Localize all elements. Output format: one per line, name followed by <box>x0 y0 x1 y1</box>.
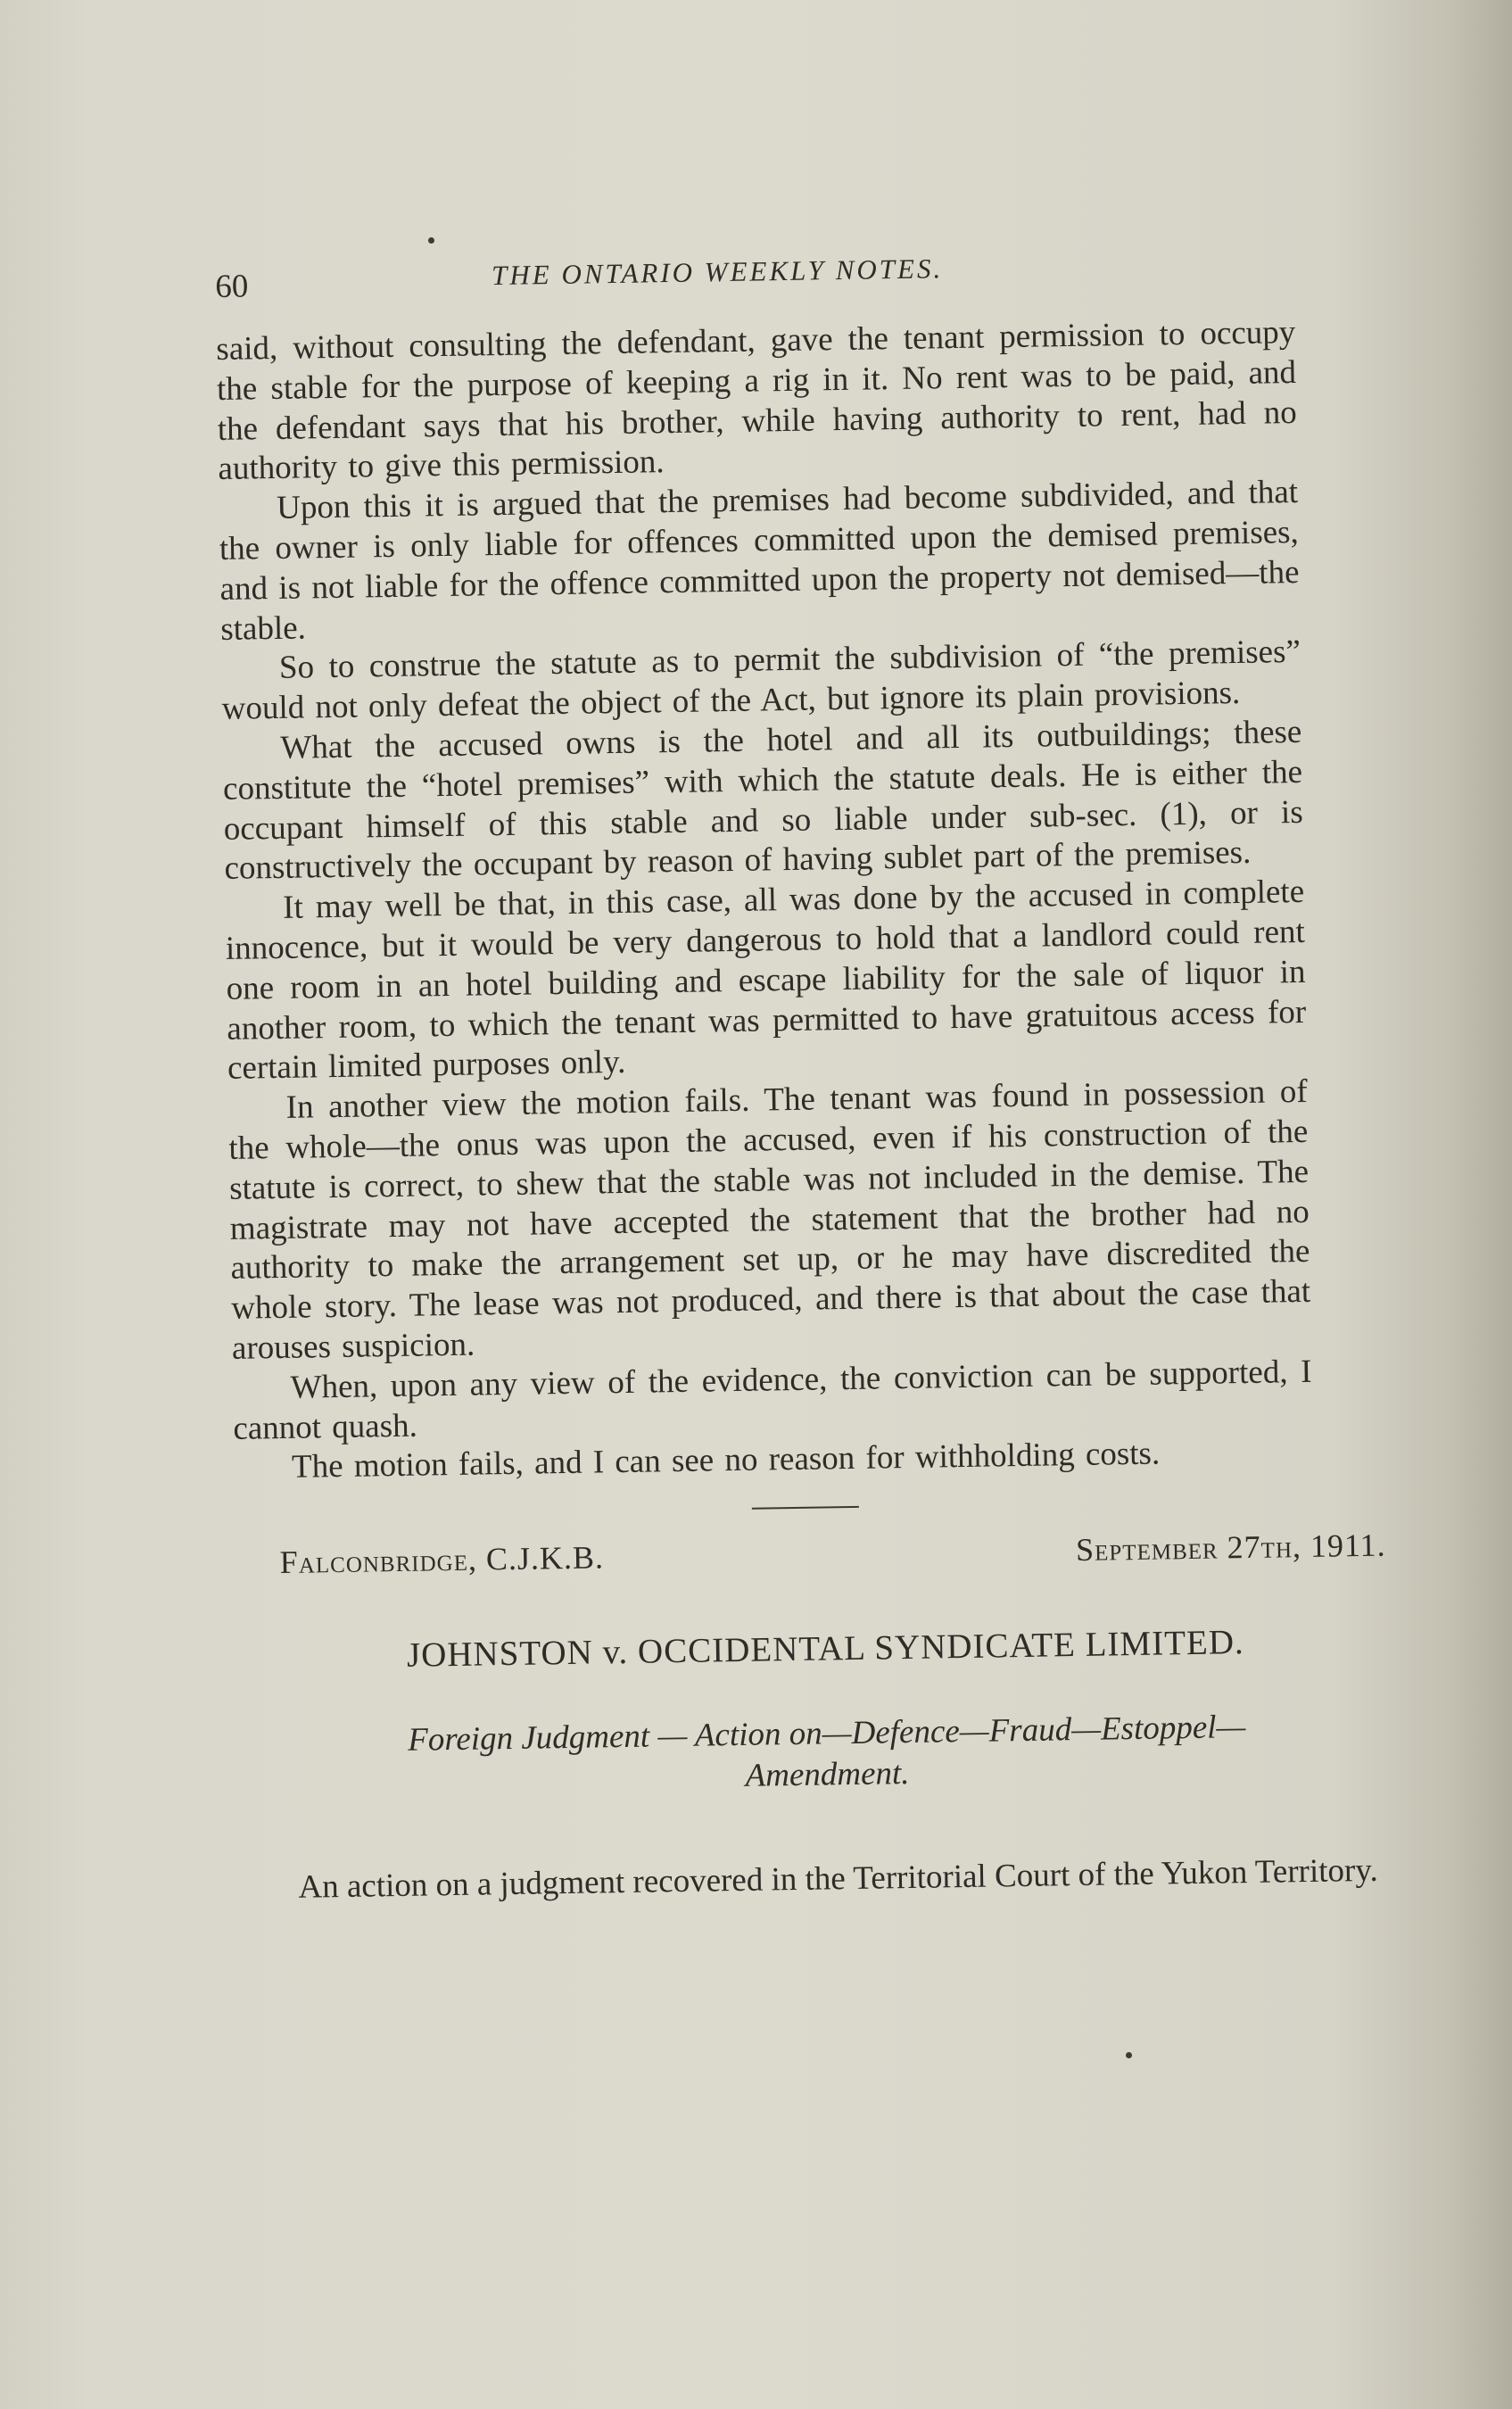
decision-line <box>235 1527 1386 1589</box>
paragraph: Upon this it is argued that the premises had become subdivided, and that the owner is only liable for offences committed upon the demised premises, and is not liable for the offence committed upon the property not demised—the stable. <box>219 474 1300 648</box>
page-number: 60 <box>214 268 249 305</box>
paragraph: So to construe the statute as to permit the subdivision of “the premises” would not only defeat the object of the Act, but ignore its plain provisions. <box>221 633 1301 728</box>
paragraph: When, upon any view of the evidence, the conviction can be supported, I cannot quash. <box>233 1353 1312 1447</box>
decision-date: September 27th, 1911. <box>1075 1527 1386 1569</box>
paragraph: It may well be that, in this case, all was done by the accused in complete innocence, but it would be very dangerous to hold that a landlord could rent one room in an hotel building and escape liability for the sale of liquor in another room, to which the tenant was permitted to have gratuitous access for certain limited purposes only. <box>225 873 1307 1088</box>
headnote-line: Foreign Judgment — Action on—Defence—Fraud—Estoppel— <box>407 1709 1246 1759</box>
case-intro: An action on a judgment recovered in the Territorial Court of the Yukon Territory. <box>298 1851 1378 1906</box>
paragraph: What the accused owns is the hotel and all its outbuildings; these constitute the “hotel premises” with which the statute deals. He is either the occupant himself of this stable and so liable under sub-sec. (1), or is constructively the occupant by reason of having sublet part of the premises. <box>222 713 1303 888</box>
section-divider <box>752 1506 859 1510</box>
journal-title: THE ONTARIO WEEKLY NOTES. <box>491 252 944 292</box>
paragraph: said, without consulting the defendant, gave the tenant permission to occupy the stable for the purpose of keeping a rig in it. No rent was to be paid, and the defendant says that his brother, while having authority to rent, had no authority to give this permission. <box>216 313 1297 488</box>
body-text <box>216 313 1313 1489</box>
ink-speck <box>1126 2052 1132 2058</box>
page-content <box>214 196 1386 1910</box>
headnote <box>238 1704 1417 1805</box>
running-head <box>214 196 1348 305</box>
paragraph: In another view the motion fails. The tenant was found in possession of the whole—the onus was upon the accused, even if his construction of the statute is correct, to shew that the stable was not included in the demise. The magistrate may not have accepted the statement that the brother had no authority to make the arrangement set up, or he may have discredited the whole story. The lease was not produced, and there is that about the case that arouses suspicion. <box>228 1073 1311 1367</box>
judge-name: Falconbridge, C.J.K.B. <box>279 1539 605 1581</box>
headnote-line: Amendment. <box>745 1755 910 1794</box>
paragraph: The motion fails, and I can see no reason for withholding costs. <box>291 1435 1161 1486</box>
case-title: JOHNSTON v. OCCIDENTAL SYNDICATE LIMITED. <box>406 1623 1245 1675</box>
